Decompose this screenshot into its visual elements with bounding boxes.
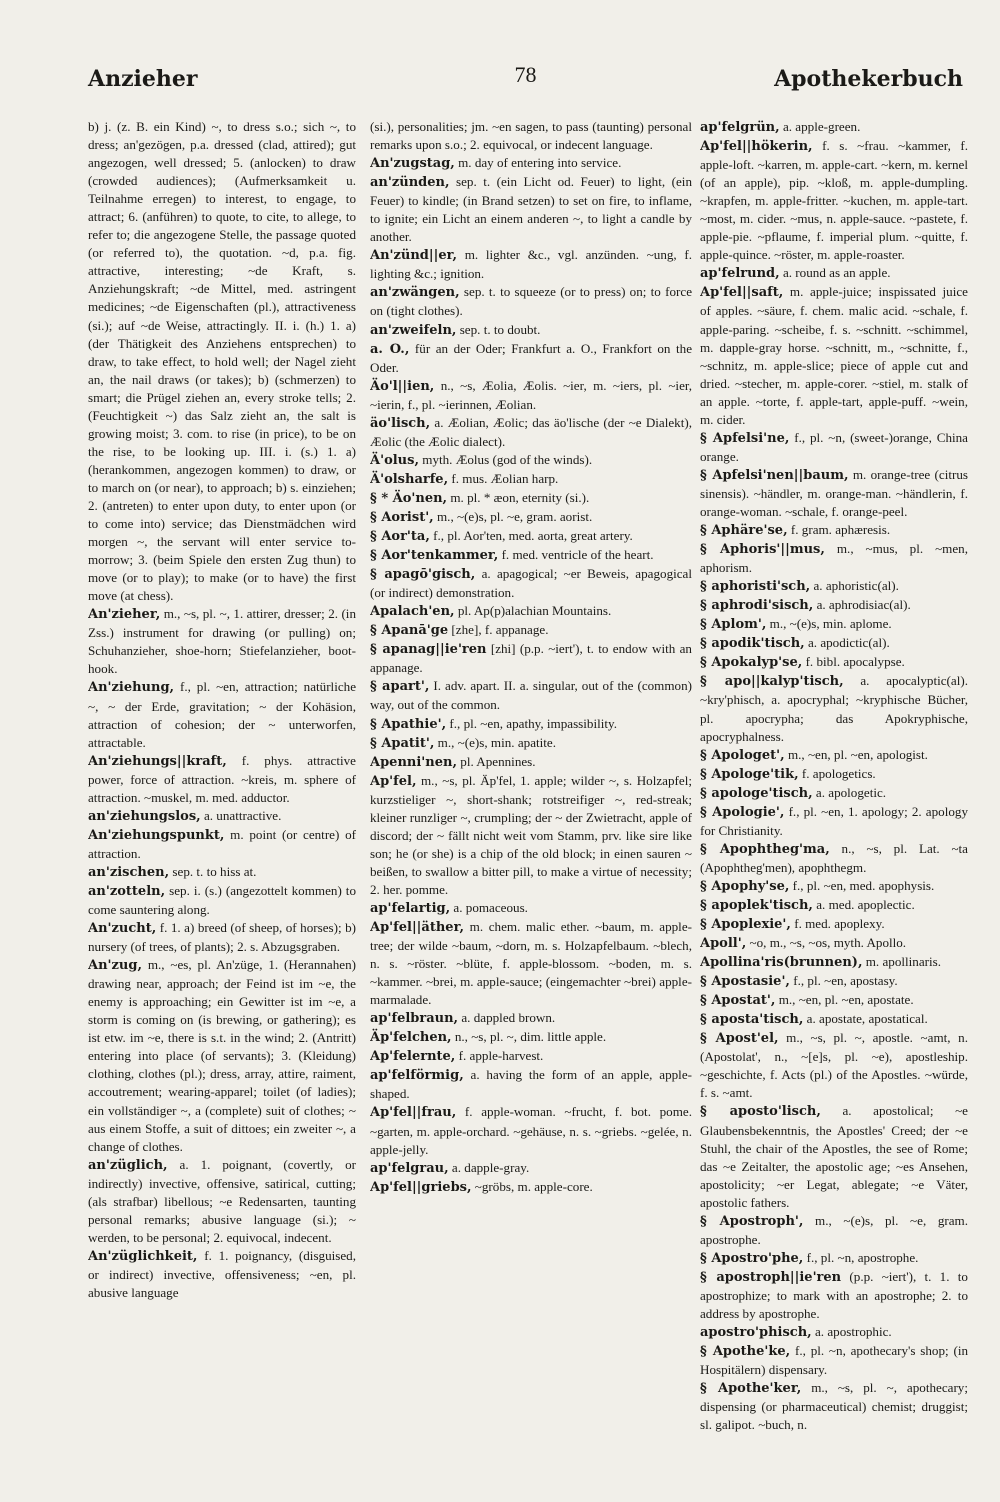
dictionary-entry bbox=[700, 429, 968, 466]
entry-definition: a. dapple-gray. bbox=[451, 1159, 530, 1175]
dictionary-entry bbox=[370, 734, 692, 753]
dictionary-entry bbox=[370, 321, 692, 340]
entry-headword: apostro'phisch, bbox=[700, 1325, 812, 1341]
entry-headword: ap'felartig, bbox=[370, 900, 451, 916]
entry-headword: Ap'felernte, bbox=[370, 1049, 456, 1065]
entry-definition: f. s. ~frau. ~kammer, f. apple-loft. ~karren, m. apple-cart. ~kern, m. kernel (of an apple), pip. ~kloß, m. apple-dumpling. ~krapfen, m. apple-fritter. ~kuchen, m. apple-tart. ~most, m. cider. ~mus, n. apple-sauce. ~pastete, f. apple-pie. ~pflaume, f. imperial plum. ~quitte, f. apple-quince. ~röster, m. apple-roaster. bbox=[700, 138, 968, 263]
entry-headword: § Apologe'tik, bbox=[700, 766, 799, 782]
entry-headword: an'zotteln, bbox=[88, 883, 166, 899]
entry-definition: f. apple-harvest. bbox=[458, 1048, 544, 1064]
entry-definition: a. 1. poignant, (covertly, or indirectly) invective, offensive, satirical, cutting; (als strafbar) libellous; ~e Redensarten, taunting personal remarks; abusive language (si.); ~ werden, to be personal; 2. equivocal, indecent. bbox=[88, 1156, 356, 1245]
entry-definition: n., ~s, pl. Lat. ~ta (Apophtheg'men), apophthegm. bbox=[700, 840, 968, 875]
entry-headword: An'zieher, bbox=[88, 607, 161, 623]
dictionary-entry bbox=[370, 753, 692, 772]
entry-definition: a. apocalyptic(al). ~kry'phisch, a. apocryphal; ~kryphische Bücher, pl. apocrypha; das Apokryphische, apocryphalness. bbox=[700, 673, 968, 744]
entry-headword: § Apostro'phe, bbox=[700, 1250, 804, 1266]
dictionary-entry bbox=[700, 1323, 968, 1342]
entry-definition: f. gram. aphæresis. bbox=[790, 522, 891, 538]
entry-definition: (si.), personalities; jm. ~en sagen, to pass (taunting) personal remarks upon s.o.; 2. equivocal, or indecent language. bbox=[370, 119, 692, 153]
entry-definition: a. apostolical; ~e Glaubensbekenntnis, the Apostles' Creed; der ~e Stuhl, the chair of the Apostles, the see of Rome; das ~e Zeitalter, the apostolic age; ~es Ansehen, apostolicity; ~er Legat, ablegate; ~e Väter, apostolic fathers. bbox=[700, 1103, 968, 1210]
dictionary-entry bbox=[700, 634, 968, 653]
dictionary-entry bbox=[700, 577, 968, 596]
entry-headword: § Apostasie', bbox=[700, 974, 790, 990]
running-header bbox=[88, 60, 963, 100]
dictionary-entry bbox=[88, 919, 356, 956]
dictionary-entry bbox=[370, 621, 692, 640]
entry-definition: f., pl. ~n, apostrophe. bbox=[806, 1249, 919, 1265]
entry-headword: Apoll', bbox=[700, 936, 747, 952]
dictionary-entry bbox=[700, 896, 968, 915]
entry-headword: an'zweifeln, bbox=[370, 322, 457, 338]
column-2 bbox=[370, 118, 692, 1488]
dictionary-entry bbox=[700, 991, 968, 1010]
entry-headword: § Aphäre'se, bbox=[700, 523, 788, 539]
dictionary-entry bbox=[370, 489, 692, 508]
entry-definition: f. med. apoplexy. bbox=[794, 916, 885, 932]
entry-headword: § Aplom', bbox=[700, 617, 767, 633]
dictionary-entry bbox=[88, 863, 356, 882]
entry-definition: ~o, m., ~s, ~os, myth. Apollo. bbox=[749, 935, 907, 951]
entry-headword: ap'felförmig, bbox=[370, 1068, 464, 1084]
entry-definition: m., ~s, pl. ~, apostle. ~amt, n. (Apostolat', n., ~[e]s, pl. ~e), apostleship. ~geschichte, f. Acts (pl.) of the Apostles. ~würde, f. s. ~amt. bbox=[700, 1030, 968, 1101]
entry-headword: a. O., bbox=[370, 341, 410, 357]
entry-headword: § aphoristi'sch, bbox=[700, 579, 811, 595]
dictionary-entry bbox=[370, 118, 692, 154]
entry-definition: m., ~s, pl. Äp'fel, 1. apple; wilder ~, s. Holzapfel; kurzstieliger ~, short-shank; rotstreifiger ~, red-streak; kleiner runzliger ~, crumpling; der ~ der Zwietracht, apple of discord; der ~ fällt nicht weit vom Stamm, prv. like sire like son; he (or she) is a chip of the old block; in einen sauren ~ beißen, to swallow a bitter pill, to make a virtue of necessity; 2. her. pomme. bbox=[370, 772, 692, 897]
entry-headword: § Apostroph', bbox=[700, 1213, 804, 1229]
entry-headword: an'zischen, bbox=[88, 864, 170, 880]
entry-headword: § Aorist', bbox=[370, 509, 434, 525]
dictionary-entry bbox=[88, 605, 356, 678]
entry-definition: a. dappled brown. bbox=[461, 1010, 556, 1026]
entry-headword: An'ziehung, bbox=[88, 680, 175, 696]
entry-headword: § Apoplexie', bbox=[700, 917, 791, 933]
dictionary-entry bbox=[370, 470, 692, 489]
dictionary-entry bbox=[370, 918, 692, 1009]
dictionary-entry bbox=[370, 1009, 692, 1028]
dictionary-entry bbox=[370, 527, 692, 546]
entry-headword: § aposta'tisch, bbox=[700, 1012, 804, 1028]
column-1 bbox=[88, 118, 356, 1488]
entry-definition: a. apostrophic. bbox=[814, 1324, 892, 1340]
entry-definition: f., pl. ~n, apothecary's shop; (in Hospitälern) dispensary. bbox=[700, 1343, 968, 1378]
dictionary-entry bbox=[700, 1102, 968, 1211]
entry-definition: m. orange-tree (citrus sinensis). ~händler, m. orange-man. ~händlerin, f. orange-woman. ~schale, f. orange-peel. bbox=[700, 466, 968, 519]
dictionary-entry bbox=[370, 546, 692, 565]
entry-definition: f., pl. ~n, (sweet-)orange, China orange. bbox=[700, 429, 968, 464]
entry-definition: a. apologetic. bbox=[815, 784, 887, 800]
entry-definition: m., ~en, pl. ~en, apostate. bbox=[778, 992, 914, 1008]
entry-headword: § apologe'tisch, bbox=[700, 785, 813, 801]
entry-headword: Ap'fel||hökerin, bbox=[700, 139, 813, 155]
entry-definition: m. chem. malic ether. ~baum, m. apple-tree; der wilde ~baum, ~dorn, m. s. Holzapfelbaum. ~blech, n. s. ~röster. ~blüte, f. apple-blossom. ~boden, m. s. ~kammer. ~brei, m. apple-sauce; (eingemachter ~brei) apple-marmalade. bbox=[370, 919, 692, 1008]
dictionary-entry bbox=[370, 565, 692, 602]
entry-definition: myth. Æolus (god of the winds). bbox=[422, 451, 593, 467]
entry-headword: Apenni'nen, bbox=[370, 754, 457, 770]
dictionary-entry bbox=[700, 540, 968, 577]
dictionary-entry bbox=[700, 672, 968, 745]
entry-definition: für an der Oder; Frankfurt a. O., Frankfort on the Oder. bbox=[370, 340, 692, 375]
entry-definition: m., ~(e)s, min. aplome. bbox=[769, 616, 892, 632]
dictionary-entry bbox=[700, 915, 968, 934]
dictionary-entry bbox=[700, 118, 968, 137]
entry-definition: m., ~es, pl. An'züge, 1. (Herannahen) drawing near, approach; der Feind ist im ~e, the enemy is approaching; ein Gewitter ist im ~e, a storm is coming on (is brewing, or gathering); es ist etw. im ~e, there is s.t. in the wind; 2. (Antritt) entering into place (of servants); 3. (Kleidung) clothing, clothes (pl.); dress, array, attire, raiment, accoutrement; wearing-apparel; toilet (of ladies); ein vollständiger ~, a (complete) suit of clothes; ~ aus einem Stoffe, a suit of dittoes; ein zweiter ~, a change of clothes. bbox=[88, 957, 356, 1154]
entry-headword: An'zünd||er, bbox=[370, 248, 458, 264]
entry-definition: f., pl. ~en, attraction; natürliche ~, ~ der Erde, gravitation; ~ der Kohäsion, attraction of cohesion; der ~ unterworfen, attractable. bbox=[88, 679, 356, 750]
entry-definition: f. phys. attractive power, force of attraction. ~kreis, m. sphere of attraction. ~muskel, m. med. adductor. bbox=[88, 752, 356, 805]
entry-definition: f. mus. Æolian harp. bbox=[451, 470, 559, 486]
dictionary-entry bbox=[370, 1066, 692, 1103]
dictionary-entry bbox=[370, 1103, 692, 1158]
dictionary-entry bbox=[370, 715, 692, 734]
entry-definition: m., ~en, pl. ~en, apologist. bbox=[787, 746, 928, 762]
entry-definition: f., pl. ~en, apathy, impassibility. bbox=[449, 715, 617, 731]
dictionary-entry bbox=[700, 283, 968, 428]
dictionary-entry bbox=[370, 602, 692, 621]
entry-headword: An'ziehungspunkt, bbox=[88, 827, 225, 843]
dictionary-entry bbox=[370, 246, 692, 283]
dictionary-entry bbox=[700, 521, 968, 540]
entry-headword: § apostroph||ie'ren bbox=[700, 1269, 842, 1285]
entry-definition: m. apollinaris. bbox=[865, 954, 942, 970]
entry-definition: [zhi] (p.p. ~iert'), t. to endow with an appanage. bbox=[370, 641, 692, 676]
entry-definition: pl. Ap(p)alachian Mountains. bbox=[457, 603, 612, 619]
dictionary-entry bbox=[370, 1047, 692, 1066]
dictionary-entry bbox=[88, 678, 356, 751]
dictionary-entry bbox=[700, 1010, 968, 1029]
dictionary-entry bbox=[700, 264, 968, 283]
entry-headword: § * Äo'nen, bbox=[370, 490, 448, 506]
dictionary-entry bbox=[700, 596, 968, 615]
dictionary-entry bbox=[700, 1029, 968, 1102]
entry-definition: a. unattractive. bbox=[203, 807, 282, 823]
entry-headword: Äo'l||ien, bbox=[370, 378, 435, 394]
entry-headword: § Apanā'ge bbox=[370, 623, 449, 639]
dictionary-entry bbox=[700, 615, 968, 634]
entry-definition: f. med. ventricle of the heart. bbox=[501, 547, 654, 563]
entry-headword: Ap'fel||frau, bbox=[370, 1105, 457, 1121]
dictionary-entry bbox=[370, 772, 692, 899]
entry-headword: § Apophtheg'ma, bbox=[700, 841, 830, 857]
dictionary-entry bbox=[370, 340, 692, 377]
dictionary-entry bbox=[700, 972, 968, 991]
dictionary-entry bbox=[700, 466, 968, 521]
dictionary-entry bbox=[88, 752, 356, 807]
dictionary-entry bbox=[700, 877, 968, 896]
entry-headword: Ä'olus, bbox=[370, 452, 419, 468]
dictionary-entry bbox=[370, 508, 692, 527]
entry-headword: § Apost'el, bbox=[700, 1031, 779, 1047]
dictionary-entry bbox=[370, 640, 692, 677]
entry-definition: f., pl. Aor'ten, med. aorta, great artery. bbox=[433, 528, 633, 544]
dictionary-entry bbox=[88, 826, 356, 863]
dictionary-entry bbox=[370, 283, 692, 320]
entry-headword: § Apfelsi'ne, bbox=[700, 430, 790, 446]
dictionary-entry bbox=[370, 377, 692, 414]
entry-definition: a. aphoristic(al). bbox=[813, 578, 899, 594]
entry-headword: § Aor'ta, bbox=[370, 529, 430, 545]
entry-headword: Ap'fel||äther, bbox=[370, 920, 464, 936]
entry-headword: Ä'olsharfe, bbox=[370, 471, 449, 487]
entry-headword: § Aphoris'||mus, bbox=[700, 542, 825, 558]
entry-definition: f. apple-woman. ~frucht, f. bot. pome. ~garten, m. apple-orchard. ~gehäuse, n. s. ~griebs. ~gelée, n. apple-jelly. bbox=[370, 1104, 692, 1157]
dictionary-entry bbox=[370, 1178, 692, 1197]
entry-headword: § apodik'tisch, bbox=[700, 636, 805, 652]
entry-definition: I. adv. apart. II. a. singular, out of the (common) way, out of the common. bbox=[370, 678, 692, 713]
entry-headword: § apart', bbox=[370, 679, 430, 695]
entry-definition: m., ~(e)s, min. apatite. bbox=[437, 734, 557, 750]
entry-headword: an'züglich, bbox=[88, 1157, 168, 1173]
dictionary-entry bbox=[370, 154, 692, 173]
entry-headword: § Apfelsi'nen||baum, bbox=[700, 467, 849, 483]
entry-definition: f. bibl. apocalypse. bbox=[805, 654, 905, 670]
dictionary-entry bbox=[370, 414, 692, 451]
dictionary-entry bbox=[370, 451, 692, 470]
entry-headword: § Aor'tenkammer, bbox=[370, 548, 499, 564]
entry-definition: m., ~(e)s, pl. ~e, gram. apostrophe. bbox=[700, 1212, 968, 1247]
dictionary-entry bbox=[700, 765, 968, 784]
dictionary-entry bbox=[370, 1159, 692, 1178]
entry-headword: An'züglichkeit, bbox=[88, 1248, 198, 1264]
entry-definition: m., ~(e)s, pl. ~e, gram. aorist. bbox=[436, 508, 593, 524]
entry-headword: Ap'fel||saft, bbox=[700, 285, 784, 301]
dictionary-entry bbox=[700, 1249, 968, 1268]
entry-headword: § Apologie', bbox=[700, 804, 785, 820]
dictionary-entry bbox=[700, 1268, 968, 1323]
dictionary-entry bbox=[88, 1247, 356, 1302]
entry-definition: m. pl. * æon, eternity (si.). bbox=[450, 489, 590, 505]
entry-definition: pl. Apennines. bbox=[460, 753, 536, 769]
entry-definition: m. apple-juice; inspissated juice of apples. ~säure, f. chem. malic acid. ~schale, f. apple-paring. ~scheibe, f. s. ~schnitt. ~schimmel, m. dapple-gray horse. ~schnitt, m., ~schnitte, f., ~schnitz, m. apple-slice; piece of apple cut and dried. ~stecher, m. apple-corer. ~stiel, m. stalk of an apple. ~torte, f. apple-tart, apple-puff. ~wein, m. cider. bbox=[700, 284, 968, 427]
dictionary-entry bbox=[370, 677, 692, 714]
entry-definition: a. apostate, apostatical. bbox=[806, 1011, 928, 1027]
entry-headword: § Apostat', bbox=[700, 993, 776, 1009]
entry-definition: m., ~s, pl. ~, 1. attirer, dresser; 2. (in Zss.) instrument for drawing (or pulling) on; Schuhanzieher, shoe-horn; Stiefelanzieher, boot-hook. bbox=[88, 606, 356, 677]
entry-definition: f., pl. ~en, med. apophysis. bbox=[792, 877, 935, 893]
dictionary-entry bbox=[700, 784, 968, 803]
entry-definition: m., ~s, pl. ~, apothecary; dispensing (or pharmaceutical) chemist; druggist; sl. galipot. ~buch, n. bbox=[700, 1380, 968, 1433]
entry-headword: § Apokalyp'se, bbox=[700, 655, 803, 671]
entry-definition: m. day of entering into service. bbox=[458, 155, 622, 171]
entry-headword: § apanag||ie'ren bbox=[370, 642, 487, 658]
entry-definition: f., pl. ~en, apostasy. bbox=[793, 973, 898, 989]
entry-headword: § Apothe'ker, bbox=[700, 1381, 802, 1397]
entry-definition: m., ~mus, pl. ~men, aphorism. bbox=[700, 541, 968, 576]
entry-headword: ap'felgrün, bbox=[700, 120, 780, 135]
entry-headword: § Apologet', bbox=[700, 747, 785, 763]
header-first-word: Anzieher bbox=[88, 66, 198, 92]
entry-definition: a. apple-green. bbox=[782, 119, 861, 134]
entry-definition: n., ~s, pl. ~, dim. little apple. bbox=[454, 1029, 607, 1045]
entry-definition: a. round as an apple. bbox=[782, 265, 891, 281]
dictionary-entry bbox=[700, 1212, 968, 1249]
column-3 bbox=[700, 118, 968, 1488]
entry-definition: sep. t. to doubt. bbox=[459, 321, 541, 337]
dictionary-entry bbox=[88, 118, 356, 605]
entry-headword: An'zucht, bbox=[88, 921, 157, 937]
entry-headword: § apo||kalyp'tisch, bbox=[700, 674, 844, 690]
entry-headword: ap'felrund, bbox=[700, 266, 780, 282]
dictionary-entry bbox=[700, 653, 968, 672]
entry-definition: sep. t. to hiss at. bbox=[172, 863, 257, 879]
dictionary-entry bbox=[88, 882, 356, 919]
entry-definition: b) j. (z. B. ein Kind) ~, to dress s.o.; sich ~, to dress; an'gezögen, p.a. dressed (clad, attired); gut angezogen, well dressed; 5. (anlocken) to draw (crowded audiences); (Aufmerksamkeit u. Teilnahme erregen) to interest, to engage, to attract; 6. (anführen) to quote, to cite, to allege, to refer to; die angezogene Stelle, the passage quoted (or referred to), the quotation. ~d, p.a. fig. attractive, interesting; ~de Kraft, s. Anziehungskraft; ~de Mittel, med. astringent medicines; ~de Eigenschaften (pl.), attractiveness (si.); auf ~de Weise, attractingly. II. i. (h.) 1. a) (der Thätigkeit des Anziehens entsprechen) to draw, to take effect, to hold well; der Nagel zieht an, the nail draws (or takes); b) (schmerzen) to smart; die Prügel ziehen an, every stroke tells; 2. (Feuchtigkeit ~) das Salz zieht an, the salt is growing moist; 3. com. to rise (in price), to be on the rise, to be looking up. III. i. (s.) 1. a) (herankommen, angezogen kommen) to draw, or to march on (or near), to approach; b) s. einziehen; 2. (antreten) to enter upon duty, to enter upon (or to come into) service; das Dienstmädchen wird morgen ~, the servant will enter service to-morrow; 3. (beim Spiele den ersten Zug thun) to move (or to play); to make (or to have) the first move (at chess). bbox=[88, 119, 356, 604]
entry-definition: f., pl. ~en, 1. apology; 2. apology for Christianity. bbox=[700, 803, 968, 838]
entry-headword: § Apothe'ke, bbox=[700, 1344, 791, 1360]
entry-headword: § Apatit', bbox=[370, 735, 435, 751]
entry-headword: § apoplek'tisch, bbox=[700, 897, 813, 913]
dictionary-entry bbox=[700, 840, 968, 877]
dictionary-entry bbox=[370, 173, 692, 246]
entry-headword: Ap'fel, bbox=[370, 773, 417, 789]
entry-headword: Ap'fel||griebs, bbox=[370, 1179, 472, 1195]
entry-definition: a. pomaceous. bbox=[453, 899, 528, 915]
entry-headword: Apalach'en, bbox=[370, 604, 455, 620]
entry-definition: f. apologetics. bbox=[801, 765, 876, 781]
dictionary-entry bbox=[700, 1379, 968, 1434]
entry-headword: ap'felgrau, bbox=[370, 1160, 449, 1176]
entry-definition: sep. t. (ein Licht od. Feuer) to light, (ein Feuer) to kindle; (in Brand setzen) to set on fire, to inflame, to ignite; ein Licht an einem anderen ~, to light a candle by another. bbox=[370, 174, 692, 245]
entry-headword: § aposto'lisch, bbox=[700, 1104, 821, 1120]
entry-headword: an'zünden, bbox=[370, 175, 450, 191]
entry-definition: f. 1. poignancy, (disguised, or indirect) invective, offensiveness; ~en, pl. abusive language bbox=[88, 1247, 356, 1300]
entry-definition: a. having the form of an apple, apple-shaped. bbox=[370, 1067, 692, 1102]
entry-headword: An'ziehungs||kraft, bbox=[88, 753, 227, 769]
entry-definition: a. aphrodisiac(al). bbox=[816, 597, 911, 613]
entry-definition: a. Æolian, Æolic; das äo'lische (der ~e Dialekt), Æolic (the Æolic dialect). bbox=[370, 414, 692, 449]
entry-headword: § Apathie', bbox=[370, 716, 447, 732]
entry-definition: (p.p. ~iert'), t. 1. to apostrophize; to mark with an apostrophe; 2. to address by apostrophe. bbox=[700, 1268, 968, 1321]
dictionary-entry bbox=[700, 1342, 968, 1379]
dictionary-entry bbox=[700, 137, 968, 264]
entry-headword: äo'lisch, bbox=[370, 415, 431, 431]
dictionary-entry bbox=[88, 807, 356, 826]
entry-headword: An'zug, bbox=[88, 958, 142, 974]
entry-definition: m. point (or centre) of attraction. bbox=[88, 826, 356, 861]
dictionary-entry bbox=[88, 1156, 356, 1247]
page-number: 78 bbox=[514, 62, 537, 87]
entry-headword: § apagō'gisch, bbox=[370, 567, 476, 583]
entry-definition: sep. t. to squeeze (or to press) on; to force on (tight clothes). bbox=[370, 284, 692, 319]
header-last-word: Apothekerbuch bbox=[774, 66, 963, 92]
entry-headword: an'zwängen, bbox=[370, 285, 460, 301]
entry-headword: § Apophy'se, bbox=[700, 878, 790, 894]
entry-headword: Äp'felchen, bbox=[370, 1030, 452, 1046]
entry-definition: a. med. apoplectic. bbox=[816, 896, 915, 912]
dictionary-entry bbox=[370, 899, 692, 918]
entry-definition: n., ~s, Æolia, Æolis. ~ier, m. ~iers, pl. ~ier, ~ierin, f., pl. ~ierinnen, Æolian. bbox=[370, 377, 692, 412]
entry-headword: § aphrodi'sisch, bbox=[700, 598, 814, 614]
dictionary-entry bbox=[700, 746, 968, 765]
entry-headword: Apollina'ris(brunnen), bbox=[700, 955, 863, 971]
entry-headword: an'ziehungslos, bbox=[88, 808, 201, 824]
dictionary-entry bbox=[370, 1028, 692, 1047]
entry-definition: m. lighter &c., vgl. anzünden. ~ung, f. lighting &c.; ignition. bbox=[370, 247, 692, 282]
dictionary-entry bbox=[700, 934, 968, 953]
entry-definition: f. 1. a) breed (of sheep, of horses); b) nursery (of trees, of plants); 2. s. Abzugsgraben. bbox=[88, 920, 356, 955]
dictionary-entry bbox=[88, 956, 356, 1156]
dictionary-entry bbox=[700, 953, 968, 972]
entry-definition: a. apagogical; ~er Beweis, apagogical (or indirect) demonstration. bbox=[370, 566, 692, 601]
entry-definition: sep. i. (s.) (angezottelt kommen) to come sauntering along. bbox=[88, 882, 356, 918]
entry-definition: [zhe], f. appanage. bbox=[451, 622, 549, 638]
entry-definition: ~gröbs, m. apple-core. bbox=[474, 1178, 593, 1194]
entry-definition: a. apodictic(al). bbox=[807, 635, 890, 651]
dictionary-entry bbox=[700, 803, 968, 840]
entry-headword: An'zugstag, bbox=[370, 156, 455, 172]
entry-headword: ap'felbraun, bbox=[370, 1011, 459, 1027]
